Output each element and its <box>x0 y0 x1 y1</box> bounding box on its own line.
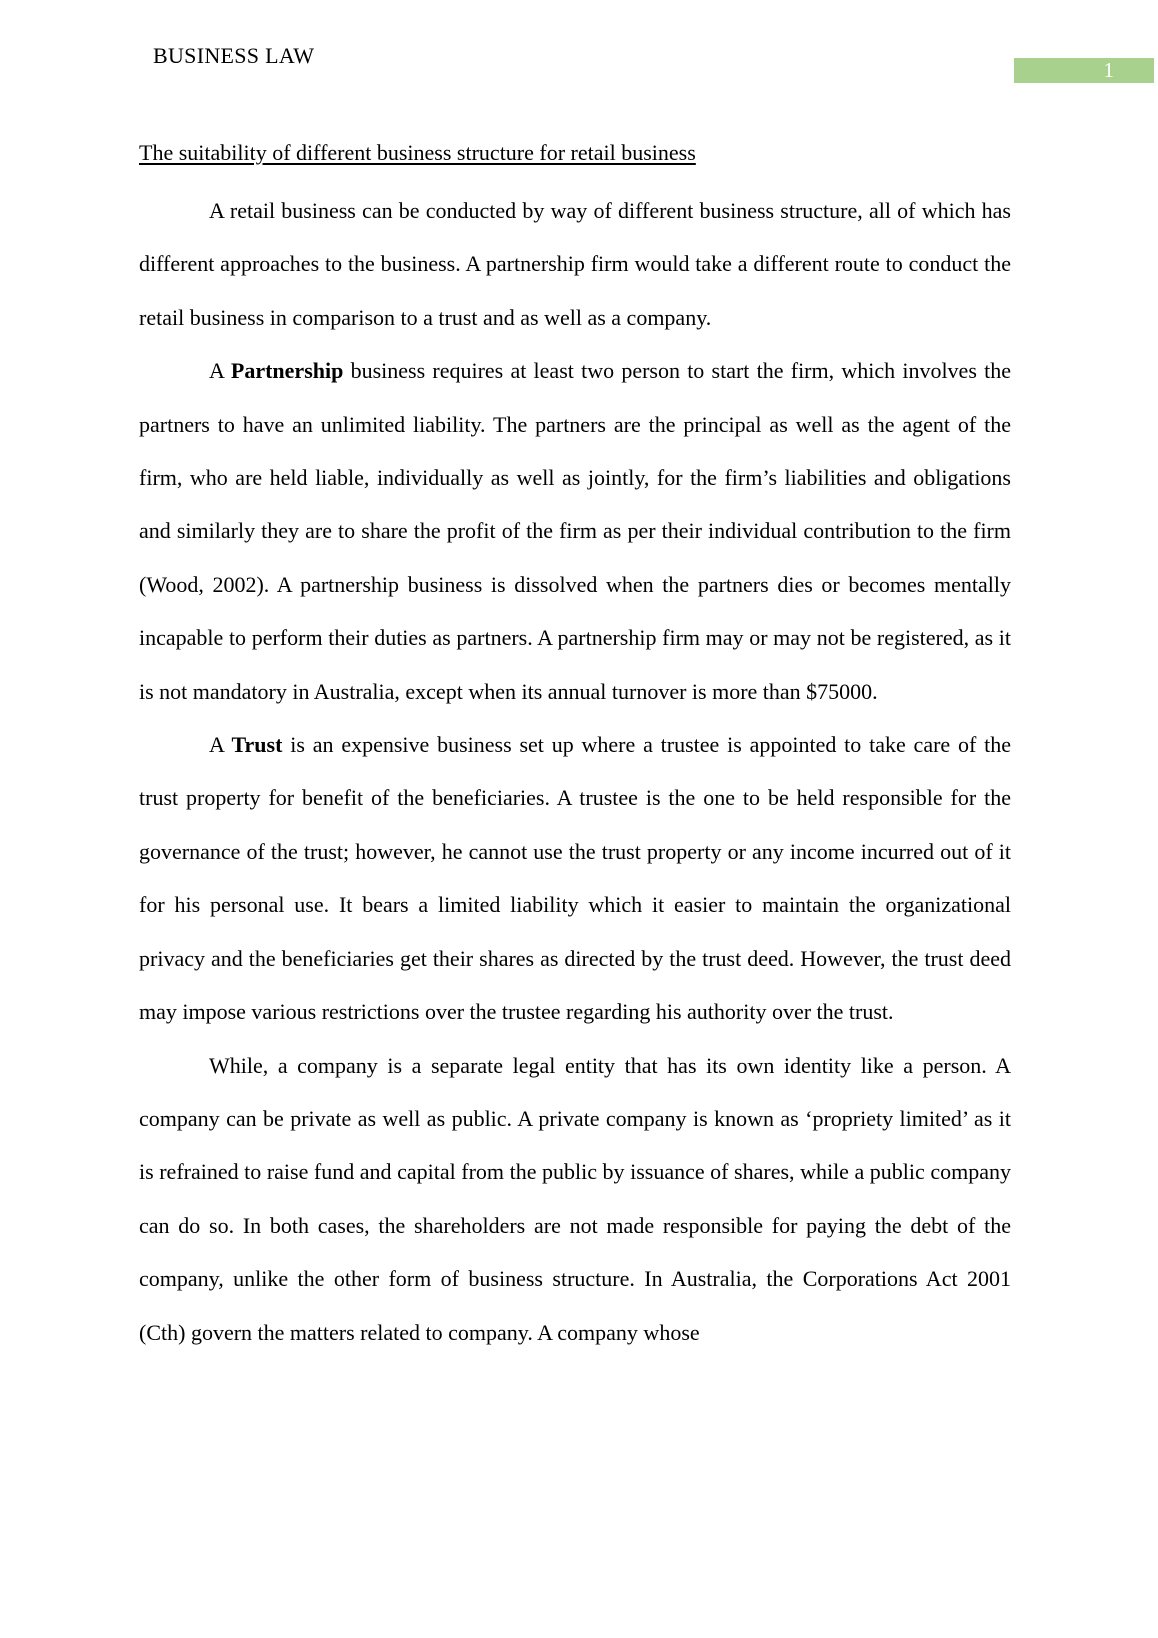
section-title: The suitability of different business structure for retail business <box>139 140 696 165</box>
page-number: 1 <box>1103 58 1114 82</box>
paragraph-partnership-body: business requires at least two person to start the firm, which involves the partners to have an unlimited liability. The partners are the principal as well as the agent of the firm, who are held liable, individually as well as jointly, for the firm’s liabilities and obligations and similarly they are to share the profit of the firm as per their individual contribution to the firm (Wood, 2002). A partnership business is dissolved when the partners dies or becomes mentally incapable to perform their duties as partners. A partnership firm may or may not be registered, as it is not mandatory in Australia, except when its annual turnover is more than $75000. <box>139 358 1011 704</box>
page-number-badge <box>1014 58 1154 83</box>
paragraph-partnership-lead: A <box>209 358 231 384</box>
term-partnership: Partnership <box>230 358 344 384</box>
paragraph-trust-lead: A <box>209 732 232 758</box>
paragraph-intro: A retail business can be conducted by way of different business structure, all of which has different approaches to the business. A partnership firm would take a different route to conduct the retail business in comparison to a trust and as well as a company. <box>139 198 1011 330</box>
paragraph-trust <box>139 718 1011 1038</box>
paragraph-partnership <box>139 344 1011 718</box>
document-body <box>139 136 1011 1359</box>
running-head: BUSINESS LAW <box>153 43 315 68</box>
paragraph-company: While, a company is a separate legal entity that has its own identity like a person. A company can be private as well as public. A private company is known as ‘propriety limited’ as it is refrained to raise fund and capital from the public by issuance of shares, while a public company can do so. In both cases, the shareholders are not made responsible for paying the debt of the company, unlike the other form of business structure. In Australia, the Corporations Act 2001 (Cth) govern the matters related to company. A company whose <box>139 1052 1011 1345</box>
term-trust: Trust <box>231 732 283 758</box>
paragraph-trust-body: is an expensive business set up where a trustee is appointed to take care of the trust property for benefit of the beneficiaries. A trustee is the one to be held responsible for the governance of the trust; however, he cannot use the trust property or any income incurred out of it for his personal use. It bears a limited liability which it easier to maintain the organizational privacy and the beneficiaries get their shares as directed by the trust deed. However, the trust deed may impose various restrictions over the trustee regarding his authority over the trust. <box>139 732 1011 1025</box>
